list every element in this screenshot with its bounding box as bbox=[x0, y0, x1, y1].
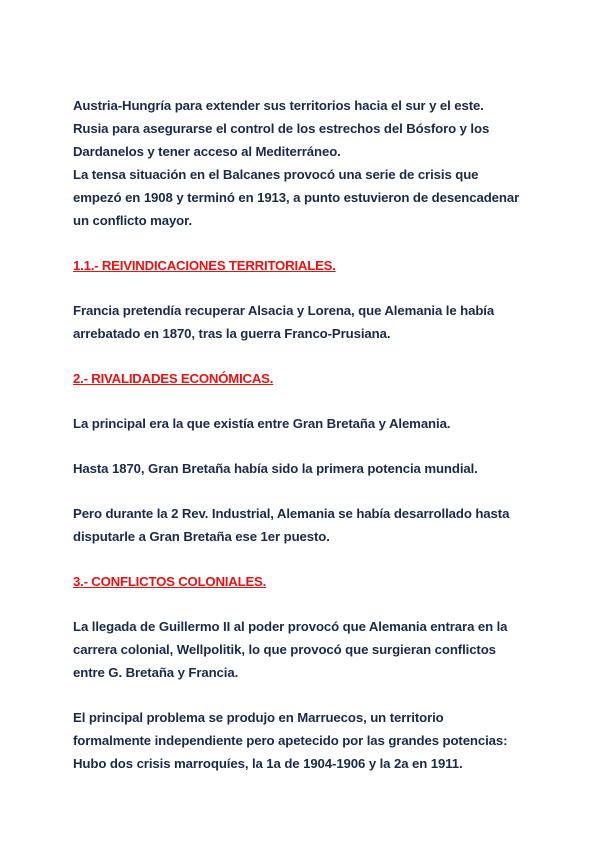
text-line: arrebatado en 1870, tras la guerra Franco-Prusiana. bbox=[73, 326, 391, 341]
paragraph-spacer bbox=[73, 435, 533, 457]
economic-paragraph-3 bbox=[73, 502, 533, 548]
economic-paragraph-2: Hasta 1870, Gran Bretaña había sido la primera potencia mundial. bbox=[73, 461, 478, 476]
intro-paragraph bbox=[73, 94, 533, 232]
paragraph-spacer bbox=[73, 548, 533, 570]
colonial-paragraph-2 bbox=[73, 706, 533, 775]
section-heading-territorial-claims: 1.1.- REIVINDICACIONES TERRITORIALES. bbox=[73, 258, 336, 273]
text-line: La tensa situación en el Balcanes provocó una serie de crisis que bbox=[73, 167, 479, 182]
section-heading-colonial-conflicts: 3.- CONFLICTOS COLONIALES. bbox=[73, 574, 267, 589]
text-line: disputarle a Gran Bretaña ese 1er puesto. bbox=[73, 529, 330, 544]
paragraph-spacer bbox=[73, 684, 533, 706]
paragraph-spacer bbox=[73, 390, 533, 412]
text-line: carrera colonial, Wellpolitik, lo que provocó que surgieran conflictos bbox=[73, 642, 496, 657]
paragraph-spacer bbox=[73, 277, 533, 299]
paragraph-spacer bbox=[73, 480, 533, 502]
text-line: Pero durante la 2 Rev. Industrial, Alemania se había desarrollado hasta bbox=[73, 506, 510, 521]
text-line: entre G. Bretaña y Francia. bbox=[73, 665, 239, 680]
text-line: empezó en 1908 y terminó en 1913, a punto estuvieron de desencadenar bbox=[73, 190, 520, 205]
text-line: El principal problema se produjo en Marruecos, un territorio bbox=[73, 710, 444, 725]
text-line: un conflicto mayor. bbox=[73, 213, 193, 228]
text-line: Dardanelos y tener acceso al Mediterráneo. bbox=[73, 144, 341, 159]
text-line: Rusia para asegurarse el control de los estrechos del Bósforo y los bbox=[73, 121, 490, 136]
paragraph-spacer bbox=[73, 345, 533, 367]
document-body bbox=[73, 94, 533, 775]
text-line: Francia pretendía recuperar Alsacia y Lorena, que Alemania le había bbox=[73, 303, 495, 318]
economic-paragraph-1: La principal era la que existía entre Gran Bretaña y Alemania. bbox=[73, 416, 451, 431]
territorial-claims-paragraph bbox=[73, 299, 533, 345]
text-line: Austria-Hungría para extender sus territorios hacia el sur y el este. bbox=[73, 98, 484, 113]
paragraph-spacer bbox=[73, 593, 533, 615]
colonial-paragraph-1 bbox=[73, 615, 533, 684]
text-line: Hubo dos crisis marroquíes, la 1a de 1904-1906 y la 2a en 1911. bbox=[73, 756, 463, 771]
paragraph-spacer bbox=[73, 232, 533, 254]
text-line: La llegada de Guillermo II al poder provocó que Alemania entrara en la bbox=[73, 619, 508, 634]
section-heading-economic-rivalries: 2.- RIVALIDADES ECONÓMICAS. bbox=[73, 371, 274, 386]
text-line: formalmente independiente pero apetecido por las grandes potencias: bbox=[73, 733, 508, 748]
